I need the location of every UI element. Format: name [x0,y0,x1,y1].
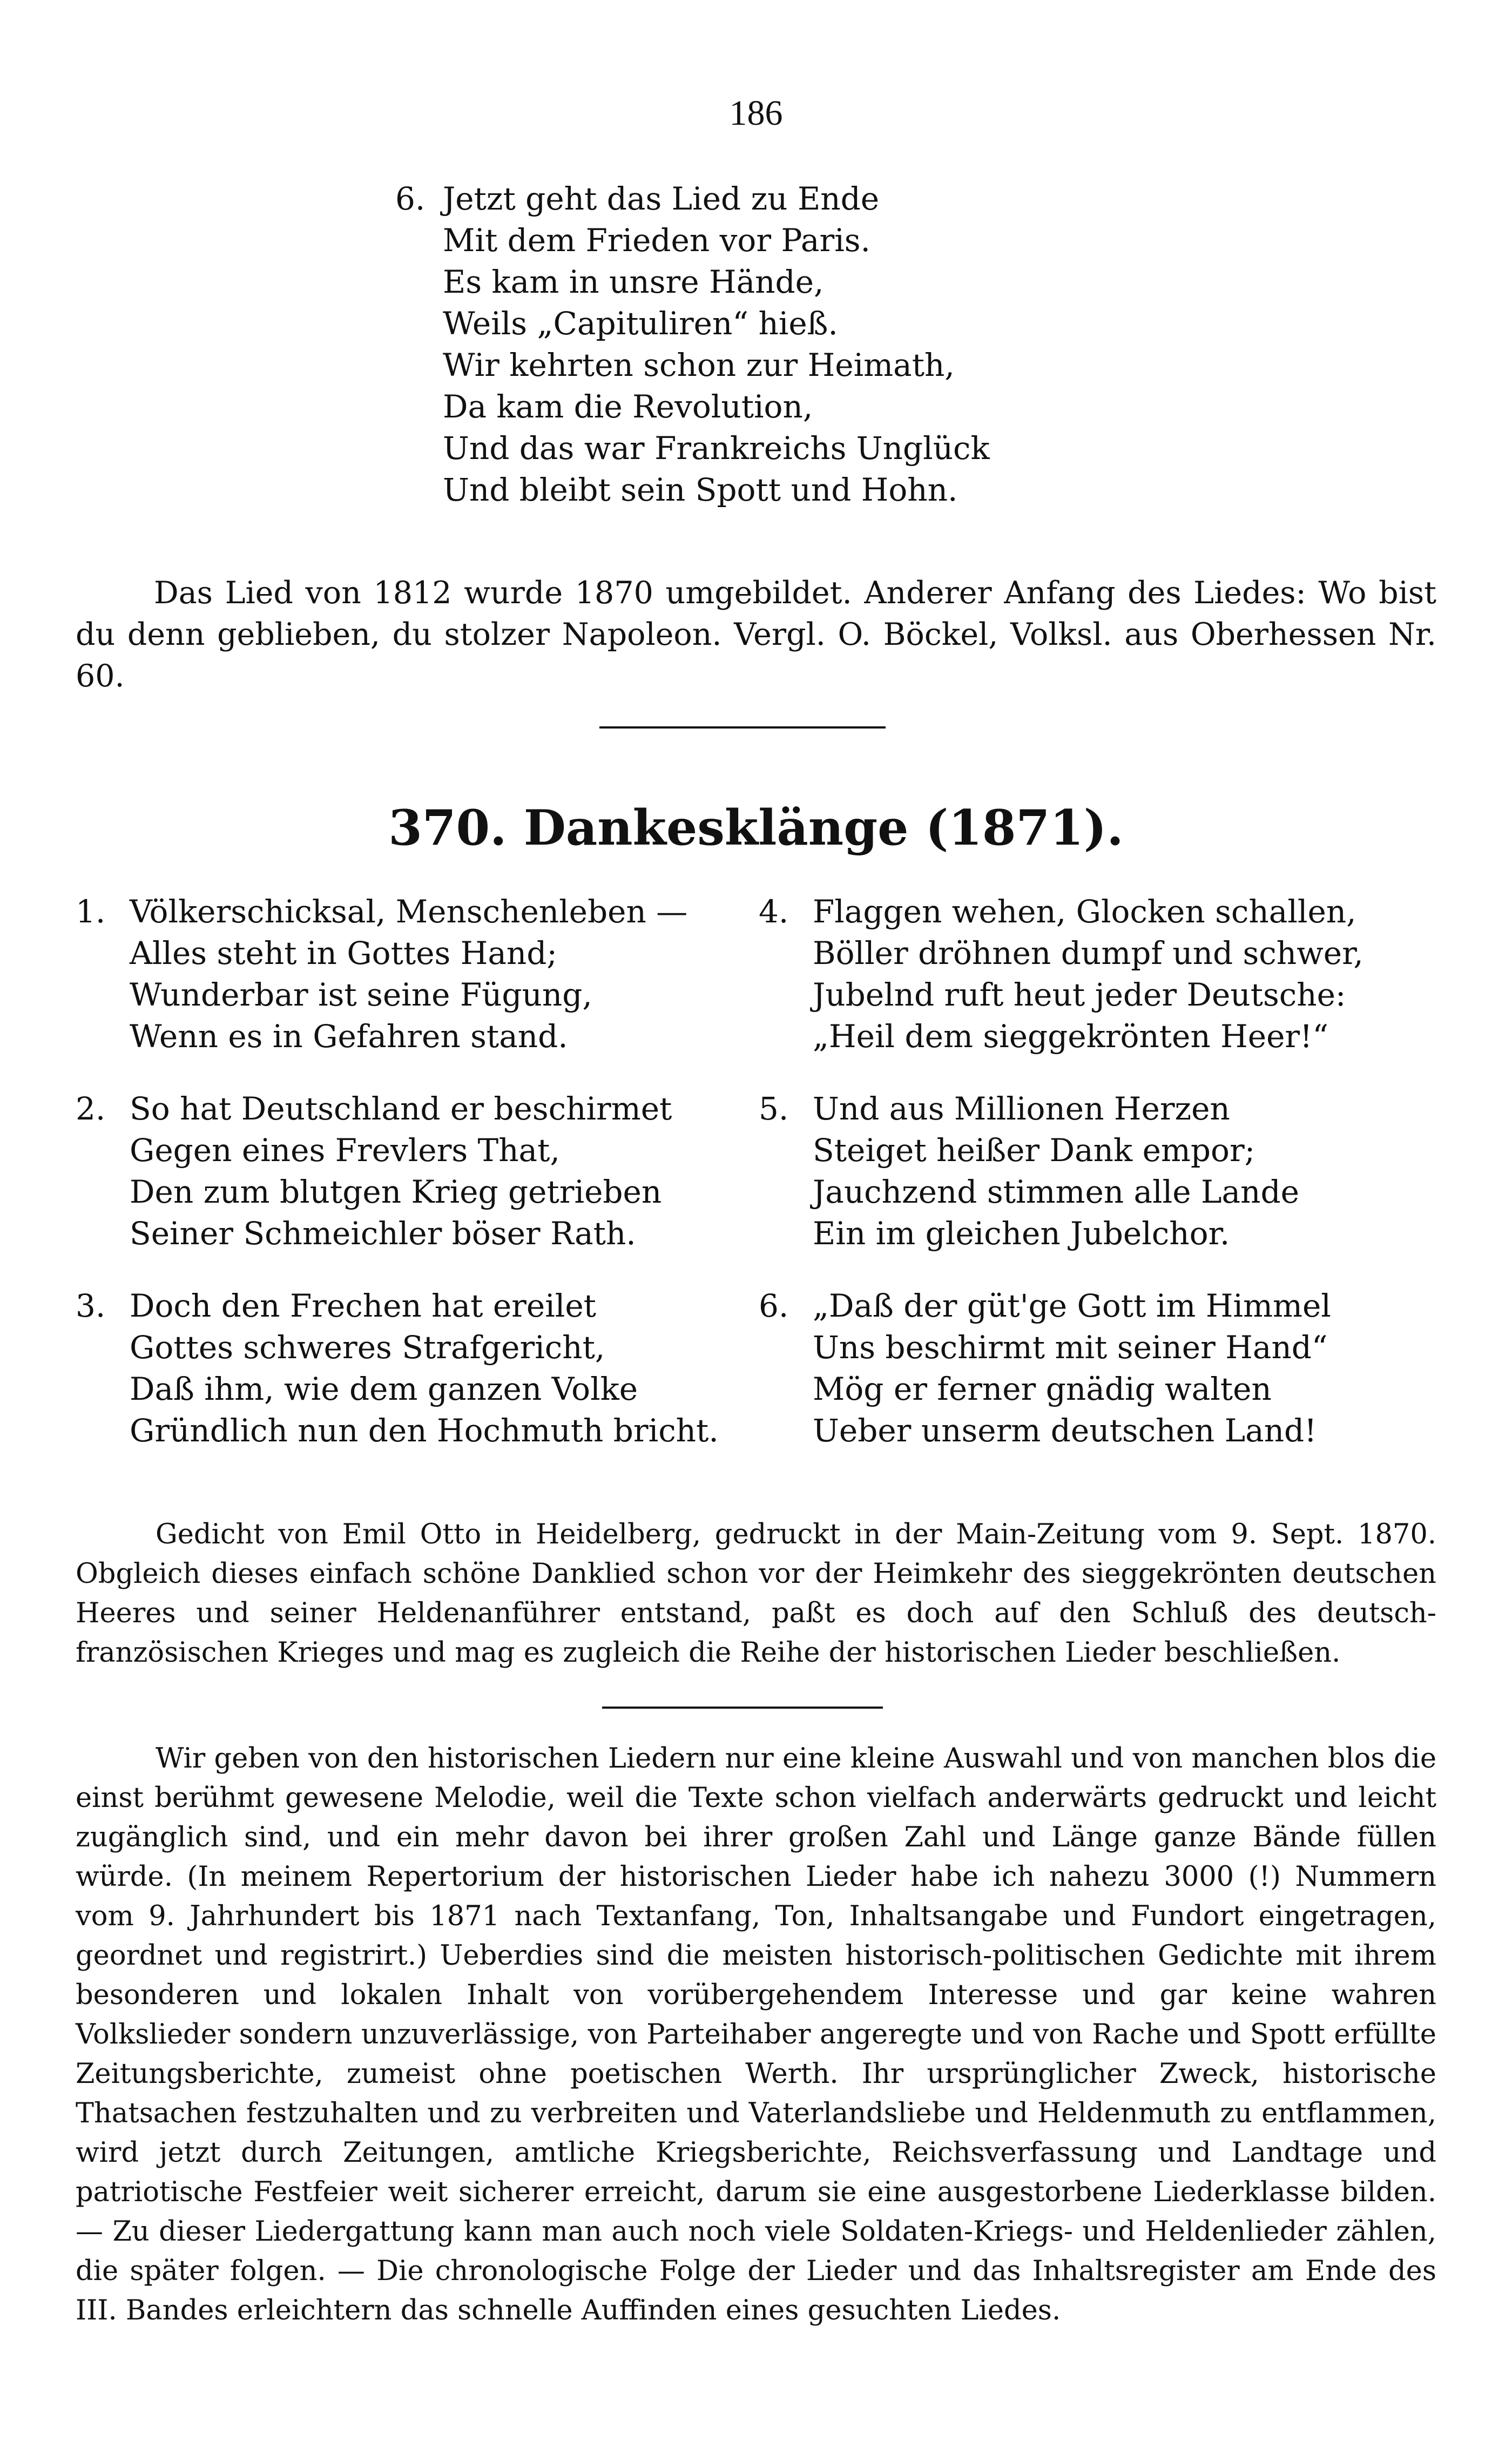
verse-line: Jetzt geht das Lied zu Ende [443,180,880,217]
section-divider [599,726,886,729]
verse-line: Den zum blutgen Krieg getrieben [130,1174,662,1210]
section-divider [602,1707,883,1709]
verse-line: Völkerschicksal, Menschenleben — [130,893,688,930]
verse-line: Alles steht in Gottes Hand; [130,935,557,972]
verse-line: Wunderbar ist seine Fügung, [130,976,592,1013]
stanza-number: 6. [759,1287,789,1324]
stanza-number: 4. [759,893,789,930]
stanza-number: 3. [76,1287,106,1324]
verse-line: So hat Deutschland er beschirmet [130,1090,672,1127]
verse-line: Da kam die Revolution, [443,388,813,425]
stanza-1 [76,891,688,1057]
page-number: 186 [729,93,783,133]
verse-line: Jauchzend stimmen alle Lande [813,1174,1299,1210]
verse-line: Mit dem Frieden vor Paris. [443,222,870,259]
verse-line: Ueber unserm deutschen Land! [813,1412,1317,1449]
verse-line: Wir kehrten schon zur Heimath, [443,347,955,383]
verse-line: Mög er ferner gnädig walten [813,1371,1272,1407]
verse-line: Steiget heißer Dank empor; [813,1132,1256,1169]
previous-song-note [76,572,1436,697]
stanza-3 [76,1285,719,1452]
song-title: 370. Dankesklänge (1871). [388,799,1124,857]
verse-line: Doch den Frechen hat ereilet [130,1287,596,1324]
verse-line: Gegen eines Frevlers That, [130,1132,560,1169]
verse-line: Jubelnd ruft heut jeder Deutsche: [813,976,1346,1013]
verse-line: Gottes schweres Strafgericht, [130,1329,605,1366]
stanza-2 [76,1088,672,1255]
stanza-number: 1. [76,893,106,930]
previous-stanza [395,178,990,511]
verse-line: „Daß der güt'ge Gott im Himmel [813,1287,1331,1324]
closing-note [76,1739,1436,2330]
verse-line: Und das war Frankreichs Unglück [443,430,990,467]
note-paragraph: Das Lied von 1812 wurde 1870 umgebildet. Anderer Anfang des Liedes: Wo bist du denn geblieben, du stolzer Napoleon. Vergl. O. Böckel, Volksl. aus Oberhessen Nr. 60. [76,575,1436,694]
verse-line: Daß ihm, wie dem ganzen Volke [130,1371,638,1407]
stanza-number: 5. [759,1090,789,1127]
verse-line: Wenn es in Gefahren stand. [130,1018,568,1055]
stanza-number: 2. [76,1090,106,1127]
verse-line: Uns beschirmt mit seiner Hand“ [813,1329,1328,1366]
stanza-number: 6. [395,180,426,217]
verse-line: Es kam in unsre Hände, [443,264,824,300]
verse-line: Seiner Schmeichler böser Rath. [130,1215,636,1252]
song-note [76,1515,1436,1673]
note-paragraph: Wir geben von den historischen Liedern nur eine kleine Auswahl und von manchen blos die einst berühmt gewesene Melodie, weil die Texte schon vielfach anderwärts gedruckt und leicht zugänglich sind, und ein mehr davon bei ihrer großen Zahl und Länge ganze Bände füllen würde. (In meinem Repertorium der historischen Lieder habe ich nahezu 3000 (!) Nummern vom 9. Jahrhundert bis 1871 nach Textanfang, Ton, Inhaltsangabe und Fundort eingetragen, geordnet und registrirt.) Ueberdies sind die meisten historisch-politischen Gedichte mit ihrem besonderen und lokalen Inhalt von vorübergehendem Interesse und gar keine wahren Volkslieder sondern unzuverlässige, von Parteihaber angeregte und von Rache und Spott erfüllte Zeitungsberichte, zumeist ohne poetischen Werth. Ihr ursprünglicher Zweck, historische Thatsachen festzuhalten und zu verbreiten und Vaterlandsliebe und Heldenmuth zu entflammen, wird jetzt durch Zeitungen, amtliche Kriegsberichte, Reichsverfassung und Landtage und patriotische Festfeier weit sicherer erreicht, darum sie eine ausgestorbene Liederklasse bilden. — Zu dieser Liedergattung kann man auch noch viele Soldaten-Kriegs- und Heldenlieder zählen, die später folgen. — Die chronologische Folge der Lieder und das Inhaltsregister am Ende des III. Bandes erleichtern das schnelle Auffinden eines gesuchten Liedes. [76,1743,1436,2326]
verse-line: Böller dröhnen dumpf und schwer, [813,935,1364,972]
verse-line: Und aus Millionen Herzen [813,1090,1230,1127]
verse-line: Weils „Capituliren“ hieß. [443,305,838,342]
verse-line: Gründlich nun den Hochmuth bricht. [130,1412,719,1449]
verse-line: Flaggen wehen, Glocken schallen, [813,893,1356,930]
verse-line: Ein im gleichen Jubelchor. [813,1215,1230,1252]
verse-line: Und bleibt sein Spott und Hohn. [443,471,958,508]
verse-line: „Heil dem sieggekrönten Heer!“ [813,1018,1329,1055]
stanza-5 [759,1088,1299,1255]
stanza-4 [759,891,1364,1057]
stanza-6 [759,1285,1331,1452]
note-paragraph: Gedicht von Emil Otto in Heidelberg, gedruckt in der Main-Zeitung vom 9. Sept. 1870. Obgleich dieses einfach schöne Danklied schon vor der Heimkehr des sieggekrönten deutschen Heeres und seiner Heldenanführer entstand, paßt es doch auf den Schluß des deutsch-französischen Krieges und mag es zugleich die Reihe der historischen Lieder beschließen. [76,1519,1436,1669]
